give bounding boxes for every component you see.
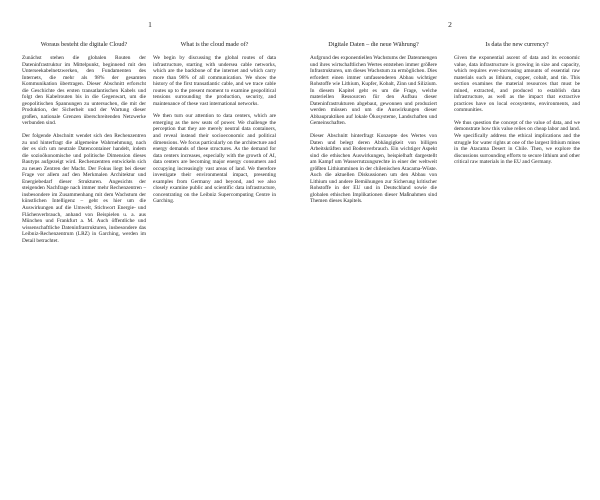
paragraph: We thus question the concept of the value of data, and we demonstrate how this value relies on cheap labor and land. We specifically address the ethical implications and the struggle for water rights at one of the largest lithium mines in the Atacama Desert in Chile. Then, we explore the discussions surrounding efforts to secure lithium and other critical raw materials in the EU and Germany. — [454, 119, 580, 166]
paragraph: Zunächst stehen die globalen Routen der Dateninfrastruktur im Mittelpunkt, beginnend mit den Unterseekabelnetzwerken, den Fundamenten des Internets, die mehr als 98% der gesamten Kommunikation übertragen. Dieser Abschnitt erforscht die Geschichte des ersten transatlantischen Kabels und folgt den Kabelrouten bis in die Gegenwart, um die geopolitischen Spannungen zu untersuchen, die mit der Produktion, der Sicherheit und der Wartung dieser großen, nationale Grenzen überschreitenden Netzwerke verbunden sind. — [22, 55, 146, 127]
page-number: 2 — [448, 20, 452, 29]
right-page — [300, 0, 600, 500]
english-column — [454, 41, 580, 166]
german-column — [310, 41, 437, 205]
page-number: 1 — [148, 20, 152, 29]
section-heading: What is the cloud made of? — [180, 41, 249, 48]
section-heading: Is data the new currency? — [485, 41, 549, 48]
section-heading: Digitale Daten – die neue Währung? — [328, 41, 419, 48]
paragraph: Dieser Abschnitt hinterfragt Konzepte des Wertes von Daten und belegt deren Abhängigkeit von billigen Arbeitskräften und Bodenverbrauch. Ein wichtiger Aspekt sind die ethischen Auswirkungen, beispielhaft dargestellt am Kampf um Wasserrutzungsrechte in einer der weltweit größten Lithiumminen in der chilenischen Atacama-Wüste. Auch die aktuellen Diskussionen um den Abbau von Lithium und andere Bemühungen zur Sicherung kritischer Rohstoffe in der EU und in Deutschland sowie die globalen ethischen Implikationen dieser Maßnahmen sind Themen dieses Kapitels. — [310, 133, 437, 205]
section-heading: Woraus besteht die digitale Cloud? — [40, 41, 128, 48]
german-column — [22, 41, 146, 244]
paragraph: Der folgende Abschnitt wendet sich den Rechenzentren zu und hinterfragt die allgemeine Wahrnehmung, nach der es sich um neutrale Datencontainer handelt, indem die sozioökonomische und politische Dimension dieses Bautyps aufgezeigt wird. Rechenzentren entwickeln sich zu neuen Zentren der Macht. Der Fokus liegt bei dieser Frage vor allem auf den Merkmalen Architektur und Energiebedarf dieser Strukturen. Angesichts der steigenden Nachfrage nach immer mehr Rechenzentren – insbesondere im Zusammenhang mit dem Wachstum der künstlichen Intelligenz – geht es hier um die Auswirkungen auf die Umwelt, Stichwort Energie- und Flächenverbrauch, anhand von Beispielen u. a. aus München und Frankfurt a. M. Auch öffentliche und wissenschaftliche Dateninfrastrukturen, insbesondere das Leibniz-Rechenzentrum (LRZ) in Garching, werden im Detail betrachtet. — [22, 133, 146, 244]
paragraph: We then turn our attention to data centers, which are emerging as the new seats of power. We challenge the perception that they are merely neutral data containers, and reveal instead their socioeconomic and political dimensions. We focus particularly on the architecture and energy demands of these structures. As the demand for data centers increases, especially with the growth of AI, data centers are becoming major energy consumers and occupying increasingly vast areas of land. We therefore investigate their environmental impact, presenting examples from Germany and beyond, and we also closely examine public and scientific data infrastructure, concentrating on the Leibniz Supercomputing Centre in Garching. — [153, 113, 276, 205]
paragraph: Aufgrund des exponentiellen Wachstums der Datenmengen und ihres wirtschaftlichen Wertes entstehen immer größere Infrastrukturen, um dieses Wachstum zu ermöglichen. Dies erfordert einen immer umfassenderen Abbau wichtiger Rohstoffe wie Lithium, Kupfer, Kobalt, Zinn und Silizium. In diesem Kapitel geht es um die Frage, welche materiellen Ressourcen für den Aufbau dieser Dateninfrastrukturen abgebaut, gewonnen und produziert werden müssen und um die Auswirkungen dieser Abbaupraktiken auf lokale Ökosysteme, Landschaften und Gemeinschaften. — [310, 55, 437, 127]
paragraph: Given the exponential ascent of data and its economic value, data infrastructure is growing in size and capacity, which requires ever-increasing amounts of essential raw materials such as lithium, copper, cobalt, and tin. This section examines the material resources that must be mined, extracted, and produced to establish data infrastructure, as well as the impact that extractive practices have on local ecosystems, environments, and communities. — [454, 55, 580, 114]
english-column — [153, 41, 276, 205]
paragraph: We begin by discussing the global routes of data infrastructure, starting with undersea cable networks, which are the backbone of the internet and which carry more than 98% of all communication. We show the history of the first transatlantic cable, and we trace cable routes up to the present moment to examine geopolitical tensions surrounding the production, security, and maintenance of these vast international networks. — [153, 55, 276, 107]
